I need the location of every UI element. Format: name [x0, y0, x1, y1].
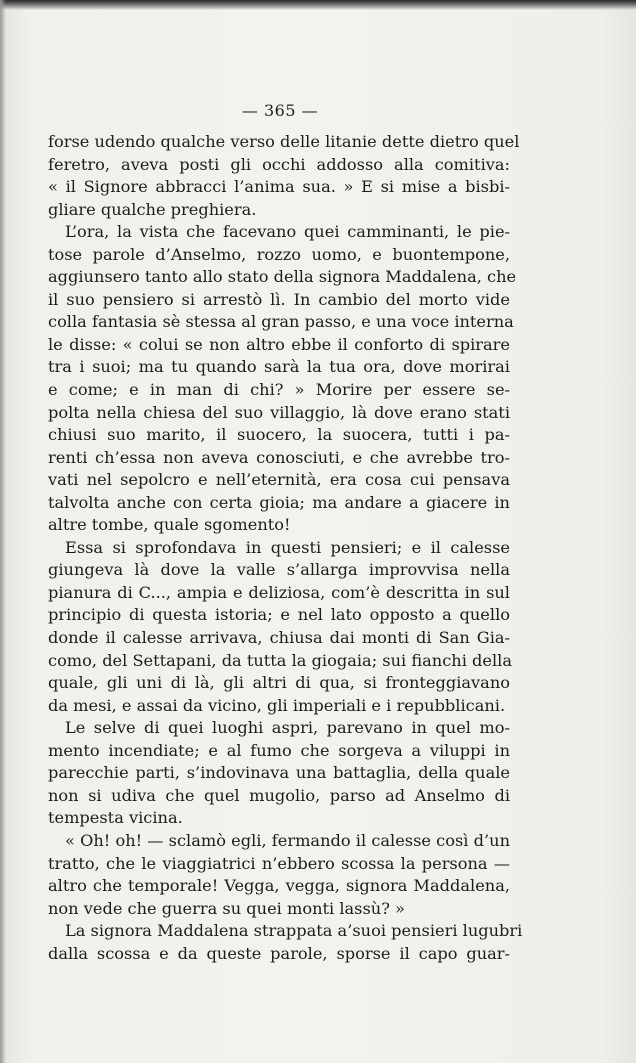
- text-line: principio di questa istoria; e nel lato opposto a quello: [48, 605, 510, 625]
- text-line: L’ora, la vista che facevano quei camminanti, le pie-: [65, 222, 510, 242]
- text-line: gliare qualche preghiera.: [48, 199, 257, 219]
- text-line: mento incendiate; e al fumo che sorgeva a viluppi in: [48, 740, 510, 760]
- text-line: il suo pensiero si arrestò lì. In cambio del morto vide: [48, 289, 510, 309]
- text-line: le disse: « colui se non altro ebbe il conforto di spirare: [48, 334, 510, 354]
- text-line: altro che temporale! Vegga, vegga, signora Maddalena,: [48, 876, 510, 896]
- text-line: chiusi suo marito, il suocero, la suocera, tutti i pa-: [48, 425, 510, 445]
- text-line: tra i suoi; ma tu quando sarà la tua ora, dove morirai: [48, 357, 510, 377]
- text-line: feretro, aveva posti gli occhi addosso alla comitiva:: [48, 154, 510, 174]
- text-line: Essa si sprofondava in questi pensieri; e il calesse: [65, 537, 510, 557]
- text-line: tratto, che le viaggiatrici n’ebbero scossa la persona —: [48, 853, 510, 873]
- text-line: pianura di C..., ampia e deliziosa, com’è descritta in sul: [48, 582, 510, 602]
- text-line: colla fantasia sè stessa al gran passo, e una voce interna: [48, 312, 514, 332]
- text-line: tose parole d’Anselmo, rozzo uomo, e buontempone,: [48, 244, 510, 264]
- text-line: e come; e in man di chi? » Morire per essere se-: [48, 380, 510, 400]
- scan-edge-top: [0, 0, 636, 10]
- text-line: como, del Settapani, da tutta la giogaia; sui fianchi della: [48, 650, 512, 670]
- page-number: — 365 —: [241, 101, 319, 120]
- text-line: altre tombe, quale sgomento!: [48, 515, 291, 535]
- text-line: da mesi, e assai da vicino, gli imperiali e i repubblicani.: [48, 695, 506, 715]
- text-line: non si udiva che quel mugolio, parso ad Anselmo di: [48, 785, 510, 805]
- text-line: forse udendo qualche verso delle litanie dette dietro quel: [48, 132, 520, 151]
- text-line: renti ch’essa non aveva conosciuti, e che avrebbe tro-: [48, 447, 510, 467]
- text-line: talvolta anche con certa gioia; ma andare a giacere in: [48, 492, 510, 512]
- text-line: polta nella chiesa del suo villaggio, là dove erano stati: [48, 402, 510, 422]
- text-line: non vede che guerra su quei monti lassù? »: [48, 898, 405, 918]
- text-line: tempesta vicina.: [48, 808, 183, 828]
- text-line: « il Signore abbracci l’anima sua. » E si mise a bisbi-: [48, 177, 510, 197]
- scan-edge-left: [0, 0, 6, 1063]
- text-line: parecchie parti, s’indovinava una battaglia, della quale: [48, 763, 510, 783]
- text-line: La signora Maddalena strappata a’suoi pensieri lugubri: [65, 921, 523, 941]
- text-line: dalla scossa e da queste parole, sporse il capo guar-: [48, 943, 510, 963]
- text-line: donde il calesse arrivava, chiusa dai monti di San Gia-: [48, 628, 510, 648]
- body-text: [48, 131, 523, 965]
- text-line: aggiunsero tanto allo stato della signora Maddalena, che: [48, 267, 517, 287]
- text-line: vati nel sepolcro e nell’eternità, era cosa cui pensava: [48, 470, 510, 490]
- text-line: Le selve di quei luoghi aspri, parevano in quel mo-: [65, 718, 510, 738]
- text-line: « Oh! oh! — sclamò egli, fermando il calesse così d’un: [65, 830, 510, 850]
- text-line: quale, gli uni di là, gli altri di qua, si fronteggiavano: [48, 673, 510, 693]
- text-line: giungeva là dove la valle s’allarga improvvisa nella: [48, 560, 510, 580]
